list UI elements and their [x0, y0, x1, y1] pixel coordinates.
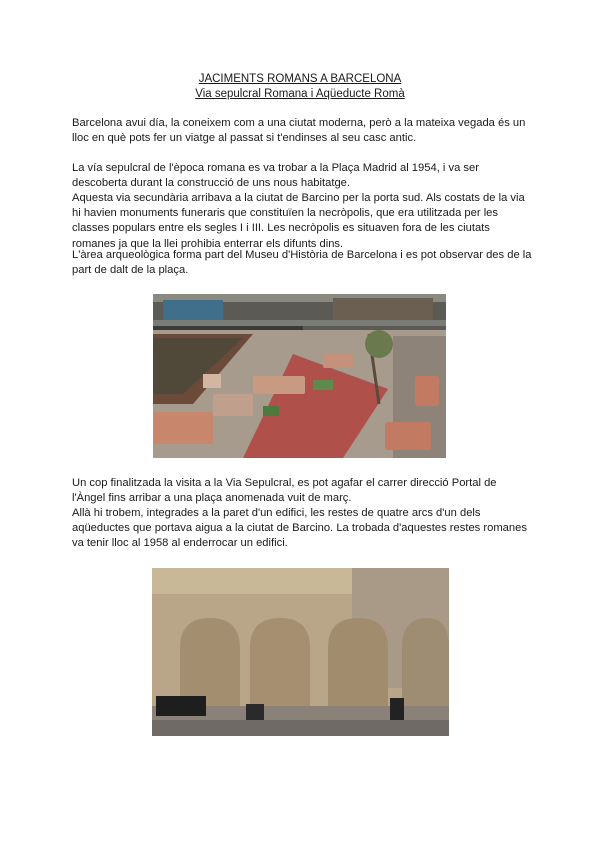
- title-block: [0, 72, 600, 102]
- paragraph-aqueduct: Allà hi trobem, integrades a la paret d'un edifici, les restes de quatre arcs d'un dels aqüeductes que portava aigua a la ciutat de Barcino. La trobada d'aquestes restes romanes va tenir lloc al 1958 al enderrocar un edifici.: [72, 507, 527, 550]
- aqueduct-photo: [152, 568, 449, 736]
- paragraph-museum: L'àrea arqueològica forma part del Museu d'Història de Barcelona i es pot observar des de la part de dalt de la plaça.: [72, 249, 532, 277]
- intro-paragraph: Barcelona avui día, la coneixem com a una ciutat moderna, però a la mateixa vegada és un lloc en què pots fer un viatge al passat si t'endinses al seu casc antic.: [72, 117, 526, 145]
- document-subtitle: Via sepulcral Romana i Aqüeducte Romà: [195, 88, 405, 100]
- paragraph-route: Un cop finalitzada la visita a la Via Sepulcral, es pot agafar el carrer direcció Portal de l'Àngel fins arribar a una plaça anomenada vuit de març.: [72, 477, 497, 505]
- paragraph-discovery: La vía sepulcral de l'època romana es va trobar a la Plaça Madrid al 1954, i va ser descoberta durant la construcció de uns nous habitatge.: [72, 162, 479, 190]
- paragraph-necropolis: Aquesta via secundària arribava a la ciutat de Barcino per la porta sud. Als costats de la via hi havien monuments funeraris que constituïen la necròpolis, que era utilitzada per les classes populars entre els segles I i III. Les necròpolis es situaven fora de les ciutats romanes ja que la llei prohibia enterrar els difunts dins.: [72, 192, 525, 250]
- necropolis-photo: [153, 294, 446, 458]
- document-title: JACIMENTS ROMANS A BARCELONA: [198, 73, 402, 85]
